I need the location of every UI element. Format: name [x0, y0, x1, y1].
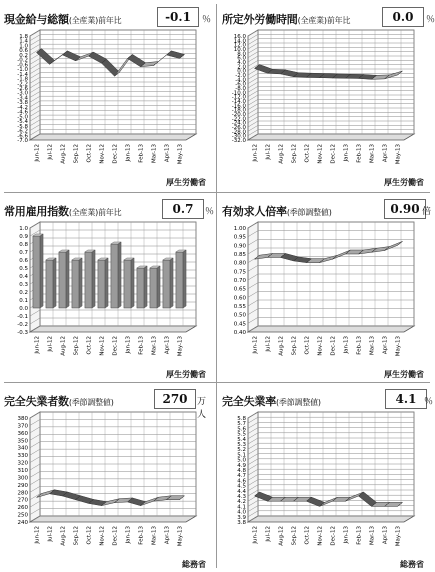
x-tick-label: Dec-12	[112, 336, 119, 356]
x-tick-label: May-13	[177, 526, 184, 547]
x-tick-label: Mar-13	[151, 144, 158, 164]
y-tick-label: 0.2	[19, 52, 28, 59]
x-tick-label: Sep-12	[73, 336, 80, 356]
x-tick-label: Nov-12	[317, 144, 324, 164]
y-tick-label: -6.2	[17, 128, 28, 135]
bar	[33, 236, 40, 308]
y-tick-label: 5.4	[237, 436, 246, 443]
y-tick-label: 8.0	[237, 51, 246, 58]
chart-floor	[248, 516, 414, 522]
x-tick-label: Oct-12	[86, 144, 93, 163]
x-tick-label: Oct-12	[304, 336, 311, 355]
y-tick-label: -1.0	[17, 67, 28, 74]
y-tick-label: 16.0	[233, 34, 246, 40]
y-tick-label: 5.0	[237, 457, 246, 464]
chart	[4, 412, 212, 562]
y-tick-label: 0.90	[233, 243, 246, 250]
y-tick-label: 0.95	[233, 234, 246, 241]
y-tick-label: 0.55	[233, 304, 246, 310]
panel-job-offers-ratio	[222, 196, 430, 382]
x-tick-label: Mar-13	[151, 526, 158, 546]
x-tick-label: Jun-12	[252, 526, 259, 544]
y-tick-label: 4.9	[237, 462, 246, 469]
y-tick-label: 370	[17, 423, 28, 430]
chart	[222, 412, 430, 562]
y-tick-label: 0.45	[233, 321, 246, 328]
bar-side	[66, 250, 69, 308]
x-tick-label: Jul-12	[47, 336, 54, 352]
y-tick-label: -12.0	[231, 94, 246, 101]
y-tick-label: -10.0	[231, 90, 246, 97]
y-tick-label: 0.9	[19, 234, 28, 240]
y-tick-label: -14.0	[231, 99, 246, 105]
panel-overtime	[222, 4, 435, 190]
y-tick-label: 0.70	[233, 278, 246, 284]
row-divider	[4, 382, 430, 383]
x-tick-label: Jun-12	[252, 144, 259, 162]
bar	[111, 244, 118, 308]
latest-value: 0.0	[382, 7, 424, 27]
x-tick-label: Dec-12	[330, 144, 337, 164]
bar	[137, 268, 144, 308]
x-tick-label: Nov-12	[317, 336, 324, 356]
x-tick-label: Apr-13	[382, 336, 389, 355]
y-tick-label: 6.0	[237, 55, 246, 62]
bar	[46, 260, 53, 308]
latest-value: 0.90	[384, 199, 426, 219]
panel-title: 常用雇用指数(全産業)前年比	[4, 205, 122, 218]
y-tick-label: 0.6	[19, 48, 28, 55]
x-tick-label: Apr-13	[164, 336, 171, 355]
y-tick-label: 340	[17, 445, 28, 452]
x-tick-label: May-13	[177, 336, 184, 357]
x-tick-label: Apr-13	[382, 144, 389, 163]
y-tick-label: -8.0	[235, 86, 246, 92]
y-tick-label: -2.6	[17, 86, 28, 92]
y-tick-label: 3.9	[237, 514, 246, 521]
y-tick-label: -4.6	[17, 109, 28, 116]
unit-label: ％	[426, 15, 435, 25]
x-tick-label: Mar-13	[369, 336, 376, 356]
y-tick-label: 12.0	[233, 42, 246, 49]
x-tick-label: Jun-12	[252, 336, 259, 354]
source-label: 厚生労働省	[384, 370, 424, 379]
x-tick-label: May-13	[395, 144, 402, 165]
chart	[4, 30, 212, 180]
x-tick-label: Mar-13	[369, 526, 376, 546]
source-label: 厚生労働省	[166, 370, 206, 379]
unit-label: ％	[202, 15, 212, 25]
bar	[176, 252, 183, 308]
x-tick-label: Feb-13	[356, 144, 363, 163]
y-tick-label: 0.6	[19, 258, 28, 264]
x-tick-label: Nov-12	[99, 336, 106, 356]
bar-side	[118, 242, 121, 308]
x-tick-label: Sep-12	[291, 336, 298, 356]
chart	[222, 30, 430, 180]
y-tick-label: -18.0	[231, 107, 246, 114]
y-tick-label: -16.0	[231, 103, 246, 110]
y-tick-label: 300	[17, 475, 28, 482]
x-tick-label: Dec-12	[330, 526, 337, 546]
unit-label: ％	[424, 397, 434, 407]
bar	[150, 268, 157, 308]
y-tick-label: -1.8	[17, 76, 28, 83]
y-tick-label: 0.1	[19, 298, 28, 304]
chart	[4, 222, 212, 372]
y-tick-label: 4.7	[237, 473, 246, 480]
source-label: 厚生労働省	[384, 178, 424, 187]
x-tick-label: Feb-13	[138, 526, 145, 545]
y-tick-label: 1.0	[19, 43, 28, 50]
y-tick-label: 5.7	[237, 421, 246, 428]
y-tick-label: 0.8	[19, 242, 28, 248]
x-tick-label: May-13	[395, 336, 402, 357]
x-tick-label: Jan-13	[343, 144, 350, 162]
bar-side	[40, 234, 43, 308]
bar-side	[92, 250, 95, 308]
y-tick-label: 1.00	[233, 226, 246, 232]
y-tick-label: 4.6	[237, 478, 246, 485]
y-tick-label: -3.8	[17, 100, 28, 107]
y-tick-label: 1.4	[19, 38, 28, 45]
x-tick-label: Oct-12	[86, 336, 93, 355]
y-tick-label: 4.8	[237, 468, 246, 474]
x-tick-label: Jan-13	[125, 526, 132, 544]
x-tick-label: Sep-12	[73, 144, 80, 164]
x-tick-label: Jan-13	[343, 336, 350, 354]
x-tick-label: Jan-13	[343, 526, 350, 544]
chart	[222, 222, 430, 372]
bar-side	[79, 258, 82, 308]
x-tick-label: Aug-12	[278, 144, 285, 164]
x-tick-label: Jun-12	[34, 336, 41, 354]
y-tick-label: 4.3	[237, 494, 246, 500]
x-tick-label: Feb-13	[356, 526, 363, 545]
y-tick-label: 0.5	[19, 266, 28, 272]
x-tick-label: Sep-12	[291, 144, 298, 164]
panel-title: 所定外労働時間(全産業)前年比	[222, 13, 351, 26]
y-tick-label: -28.0	[231, 129, 246, 136]
y-tick-label: 0.50	[233, 312, 246, 319]
x-tick-label: Aug-12	[60, 336, 67, 356]
y-tick-label: -5.8	[17, 123, 28, 130]
y-tick-label: -20.0	[231, 112, 246, 118]
chart-floor	[30, 516, 196, 522]
x-tick-label: Jul-12	[47, 144, 54, 160]
y-tick-label: 0.65	[233, 286, 246, 293]
y-tick-label: 310	[17, 468, 28, 474]
x-tick-label: Oct-12	[304, 144, 311, 163]
y-tick-label: 0.80	[233, 260, 246, 267]
unit-label: 万人	[197, 397, 207, 420]
bar-side	[53, 258, 56, 308]
y-tick-label: -32.0	[231, 138, 246, 144]
y-tick-label: 0.85	[233, 252, 246, 258]
y-tick-label: 320	[17, 460, 28, 467]
bar-side	[144, 266, 147, 308]
latest-value: 270	[154, 389, 196, 409]
panel-unemployed-persons	[4, 386, 212, 572]
x-tick-label: Jul-12	[265, 336, 272, 352]
x-tick-label: Feb-13	[138, 144, 145, 163]
y-tick-label: -30.0	[231, 133, 246, 140]
x-tick-label: Jan-13	[125, 144, 132, 162]
x-tick-label: Jan-13	[125, 336, 132, 354]
panel-title: 完全失業者数(季節調整値)	[4, 395, 114, 408]
bar	[98, 260, 105, 308]
y-tick-label: -0.6	[17, 62, 28, 69]
bar-side	[183, 250, 186, 308]
y-tick-label: 1.0	[19, 226, 28, 232]
y-tick-label: -0.3	[17, 330, 28, 336]
x-tick-label: Aug-12	[60, 526, 67, 546]
chart-floor	[30, 326, 196, 332]
y-tick-label: 5.2	[237, 447, 246, 454]
unit-label: ％	[205, 207, 215, 217]
y-tick-label: 4.4	[237, 488, 246, 495]
y-tick-label: 0.75	[233, 269, 246, 276]
y-tick-label: 260	[17, 505, 28, 512]
x-tick-label: Nov-12	[317, 526, 324, 546]
y-tick-label: 0.4	[19, 274, 28, 280]
y-tick-label: 0.0	[237, 68, 246, 75]
y-tick-label: 350	[17, 438, 28, 445]
y-tick-label: 250	[17, 512, 28, 519]
y-tick-label: -0.2	[17, 57, 28, 64]
y-tick-label: 5.3	[237, 442, 246, 448]
x-tick-label: Mar-13	[151, 336, 158, 356]
row-divider	[4, 192, 430, 193]
y-tick-label: 5.8	[237, 416, 246, 422]
y-tick-label: 5.6	[237, 426, 246, 433]
y-tick-label: 4.0	[237, 509, 246, 516]
chart-floor	[248, 134, 414, 140]
bar	[124, 260, 131, 308]
x-tick-label: Nov-12	[99, 526, 106, 546]
y-tick-label: -4.2	[17, 104, 28, 111]
y-tick-label: -6.6	[17, 133, 28, 140]
y-tick-label: -26.0	[231, 125, 246, 131]
x-tick-label: Oct-12	[304, 526, 311, 545]
x-tick-label: May-13	[177, 144, 184, 165]
x-tick-label: Dec-12	[330, 336, 337, 356]
y-tick-label: 0.3	[19, 282, 28, 288]
panel-employment-index	[4, 196, 215, 382]
y-tick-label: -24.0	[231, 120, 246, 127]
y-tick-label: 4.1	[237, 504, 246, 511]
y-tick-label: 0.60	[233, 295, 246, 302]
y-tick-label: -5.4	[17, 119, 28, 126]
panel-title: 現金給与総額(全産業)前年比	[4, 13, 122, 26]
x-tick-label: Apr-13	[164, 144, 171, 163]
y-tick-label: 330	[17, 453, 28, 460]
bar-side	[170, 258, 173, 308]
x-tick-label: Sep-12	[73, 526, 80, 546]
y-tick-label: -3.0	[17, 90, 28, 97]
x-tick-label: Aug-12	[278, 526, 285, 546]
source-label: 総務省	[400, 560, 424, 569]
y-tick-label: 5.1	[237, 452, 246, 459]
x-tick-label: Jun-12	[34, 144, 41, 162]
y-tick-label: 10.0	[233, 47, 246, 53]
y-tick-label: 3.8	[237, 520, 246, 526]
y-tick-label: 290	[17, 482, 28, 489]
x-tick-label: Aug-12	[60, 144, 67, 164]
y-tick-label: 2.0	[237, 64, 246, 71]
bar-side	[157, 266, 160, 308]
chart-floor	[30, 134, 196, 140]
y-tick-label: -2.0	[235, 73, 246, 79]
panel-unemployment-rate	[222, 386, 434, 572]
x-tick-label: Apr-13	[164, 526, 171, 545]
bar	[59, 252, 66, 308]
y-tick-label: -3.4	[17, 95, 28, 102]
y-tick-label: -22.0	[231, 116, 246, 123]
x-tick-label: Dec-12	[112, 526, 119, 546]
y-tick-label: 0.40	[233, 330, 246, 336]
y-tick-label: 280	[17, 490, 28, 497]
bar-side	[105, 258, 108, 308]
x-tick-label: May-13	[395, 526, 402, 547]
x-tick-label: Oct-12	[86, 526, 93, 545]
source-label: 厚生労働省	[166, 178, 206, 187]
y-tick-label: -4.0	[235, 77, 246, 84]
x-tick-label: Mar-13	[369, 144, 376, 164]
y-tick-label: 0.2	[19, 290, 28, 296]
latest-value: 4.1	[385, 389, 427, 409]
panel-title: 有効求人倍率(季節調整値)	[222, 205, 332, 218]
y-tick-label: 0.0	[19, 306, 28, 312]
x-tick-label: Nov-12	[99, 144, 106, 164]
latest-value: 0.7	[162, 199, 204, 219]
latest-value: -0.1	[157, 7, 199, 27]
bar-side	[131, 258, 134, 308]
y-tick-label: 270	[17, 497, 28, 504]
y-tick-label: -0.1	[17, 314, 28, 320]
bar	[72, 260, 79, 308]
column-divider	[216, 4, 217, 568]
y-tick-label: -1.4	[17, 71, 28, 78]
y-tick-label: 4.2	[237, 499, 246, 506]
y-tick-label: 240	[17, 520, 28, 526]
x-tick-label: Dec-12	[112, 144, 119, 164]
y-tick-label: 380	[17, 416, 28, 422]
x-tick-label: Feb-13	[138, 336, 145, 355]
bar	[85, 252, 92, 308]
y-tick-label: 360	[17, 430, 28, 437]
y-tick-label: 5.5	[237, 431, 246, 438]
unit-label: 倍	[422, 207, 432, 217]
y-tick-label: 4.0	[237, 60, 246, 66]
y-tick-label: 14.0	[233, 38, 246, 45]
x-tick-label: Jul-12	[265, 144, 272, 160]
x-tick-label: Apr-13	[382, 526, 389, 545]
x-tick-label: Jun-12	[34, 526, 41, 544]
y-tick-label: -6.0	[235, 81, 246, 88]
bar	[163, 260, 170, 308]
y-tick-label: -0.2	[17, 322, 28, 328]
y-tick-label: 1.8	[19, 34, 28, 40]
panel-wages	[4, 4, 212, 190]
x-tick-label: Jul-12	[47, 526, 54, 542]
y-tick-label: 0.7	[19, 250, 28, 256]
x-tick-label: Jul-12	[265, 526, 272, 542]
x-tick-label: Sep-12	[291, 526, 298, 546]
y-tick-label: 4.5	[237, 483, 246, 490]
x-tick-label: Aug-12	[278, 336, 285, 356]
x-tick-label: Feb-13	[356, 336, 363, 355]
source-label: 総務省	[182, 560, 206, 569]
y-tick-label: -5.0	[17, 114, 28, 121]
y-tick-label: -7.0	[17, 138, 28, 144]
chart-floor	[248, 326, 414, 332]
y-tick-label: -2.2	[17, 81, 28, 88]
panel-title: 完全失業率(季節調整値)	[222, 395, 321, 408]
